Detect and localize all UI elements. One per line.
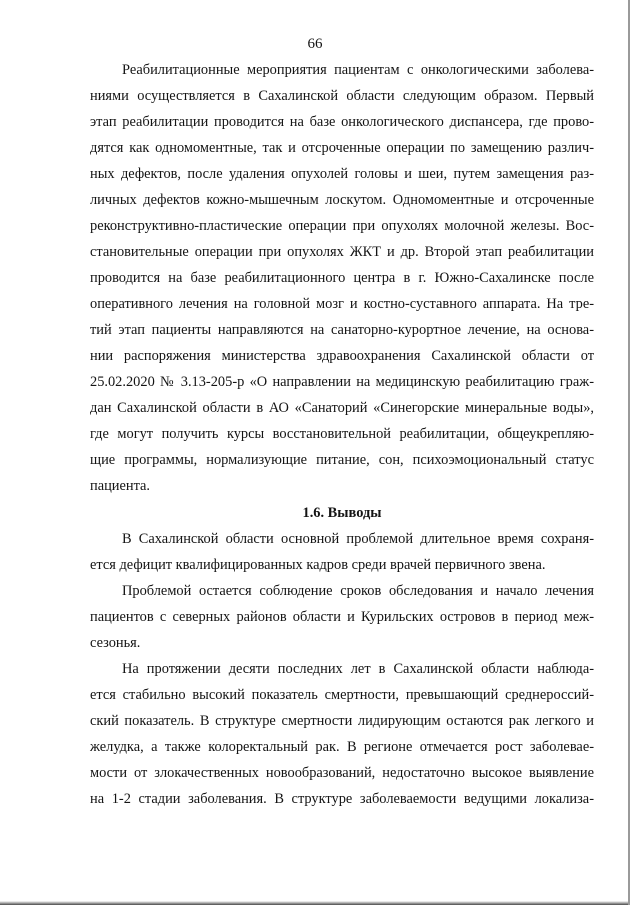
text-line: оперативного лечения на головной мозг и костно-суставного аппарата. На тре- [90,296,594,312]
text-line: Реабилитационные мероприятия пациентам с онкологическими заболева- [122,62,594,78]
text-line: 25.02.2020 № 3.13-205-р «О направлении на медицинскую реабилитацию граж- [90,374,594,390]
section-heading: 1.6. Выводы [302,505,382,521]
text-line: тий этап пациенты направляются на санаторно-курортное лечение, на основа- [90,322,594,338]
text-line: пациента. [90,478,151,494]
text-line: реконструктивно-пластические операции при опухолях молочной железы. Вос- [90,218,594,234]
text-line: ется дефицит квалифицированных кадров среди врачей первичного звена. [90,557,546,573]
text-line: желудка, а также колоректальный рак. В регионе отмечается рост заболевае- [90,739,594,755]
text-line: дан Сахалинской области в АО «Санаторий «Синегорские минеральные воды», [90,400,594,416]
text-line: где могут получить курсы восстановительной реабилитации, общеукрепляю- [90,426,594,442]
text-line: пациентов с северных районов области и Курильских островов в период меж- [90,609,594,625]
text-line: проводится на базе реабилитационного центра в г. Южно-Сахалинске после [90,270,594,286]
text-line: становительные операции при опухолях ЖКТ и др. Второй этап реабилитации [90,244,594,260]
text-line: ский показатель. В структуре смертности лидирующим остаются рак легкого и [90,713,594,729]
text-line: дятся как одномоментные, так и отсроченные операции по замещению различ- [90,140,594,156]
text-line: ниями осуществляется в Сахалинской области следующим образом. Первый [90,88,594,104]
text-line: Проблемой остается соблюдение сроков обследования и начало лечения [122,583,594,599]
text-line: ных дефектов, после удаления опухолей головы и шеи, путем замещения раз- [90,166,594,182]
text-line: этап реабилитации проводится на базе онкологического диспансера, где прово- [90,114,594,130]
text-line: нии распоряжения министерства здравоохранения Сахалинской области от [90,348,594,364]
text-line: ется стабильно высокий показатель смертности, превышающий среднероссий- [90,687,594,703]
text-line: на 1-2 стадии заболевания. В структуре заболеваемости ведущими локализа- [90,791,594,807]
text-line: щие программы, нормализующие питание, сон, психоэмоциональный статус [90,452,594,468]
text-line: сезонья. [90,635,141,651]
text-line: личных дефектов кожно-мышечным лоскутом. Одномоментные и отсроченные [90,192,594,208]
text-line: На протяжении десяти последних лет в Сахалинской области наблюда- [122,661,594,677]
text-line: В Сахалинской области основной проблемой длительное время сохраня- [122,531,594,547]
page-number: 66 [307,36,323,52]
text-line: мости от злокачественных новообразований, недостаточно высокое выявление [90,765,594,781]
scan-edge-bottom [0,901,630,905]
